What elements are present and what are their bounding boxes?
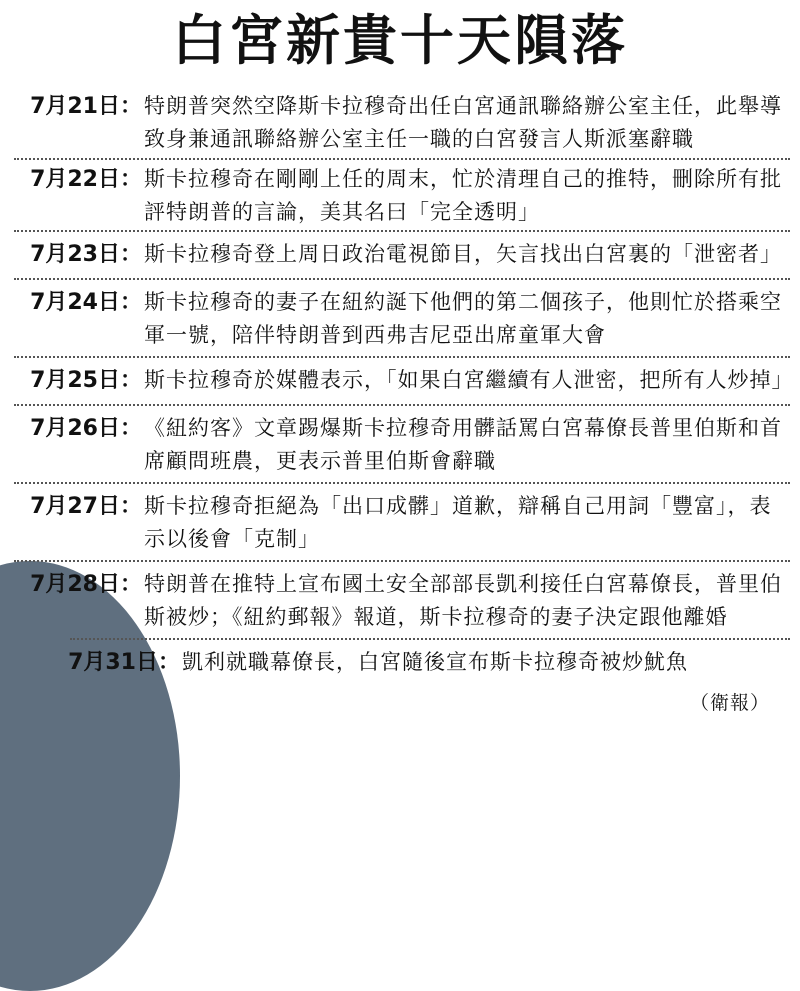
entry-text: 凱利就職幕僚長，白宮隨後宣布斯卡拉穆奇被炒魷魚: [182, 650, 688, 674]
entry-text: 斯卡拉穆奇在剛剛上任的周末，忙於清理自己的推特，刪除所有批評特朗普的言論，美其名曰「完全透明」: [144, 167, 782, 224]
divider: [14, 560, 790, 562]
entry-colon: ：: [120, 94, 143, 119]
timeline-entry: [0, 646, 800, 679]
divider: [14, 278, 790, 280]
entry-date: 7月27日: [30, 494, 120, 519]
entry-date: 7月31日: [68, 650, 158, 675]
divider: [14, 158, 790, 160]
divider: [14, 482, 790, 484]
timeline-entry: [0, 364, 800, 397]
entry-colon: ：: [120, 572, 143, 597]
entry-text: 《紐約客》文章踢爆斯卡拉穆奇用髒話罵白宮幕僚長普里伯斯和首席顧問班農，更表示普里伯斯會辭職: [144, 416, 782, 473]
entry-date: 7月25日: [30, 368, 120, 393]
entry-colon: ：: [120, 368, 143, 393]
entry-date: 7月28日: [30, 572, 120, 597]
entry-colon: ：: [120, 494, 143, 519]
entry-text: 特朗普在推特上宣布國土安全部部長凱利接任白宮幕僚長，普里伯斯被炒；《紐約郵報》報道，斯卡拉穆奇的妻子決定跟他離婚: [144, 572, 782, 629]
entry-colon: ：: [120, 290, 143, 315]
entry-date: 7月26日: [30, 416, 120, 441]
entry-date: 7月24日: [30, 290, 120, 315]
timeline-entry: [0, 238, 800, 271]
entry-colon: ：: [120, 416, 143, 441]
entry-colon: ：: [120, 167, 143, 192]
entry-text: 斯卡拉穆奇於媒體表示，「如果白宮繼續有人泄密，把所有人炒掉」: [144, 368, 794, 392]
divider: [70, 638, 790, 640]
timeline-entry: [0, 90, 800, 156]
source-credit: （衛報）: [689, 692, 770, 714]
entry-date: 7月22日: [30, 167, 120, 192]
timeline-entry: [0, 490, 800, 556]
entry-text: 斯卡拉穆奇的妻子在紐約誕下他們的第二個孩子，他則忙於搭乘空軍一號，陪伴特朗普到西弗吉尼亞出席童軍大會: [144, 290, 782, 347]
entry-date: 7月23日: [30, 242, 120, 267]
entry-text: 斯卡拉穆奇拒絕為「出口成髒」道歉，辯稱自己用詞「豐富」，表示以後會「克制」: [144, 494, 772, 551]
entry-text: 特朗普突然空降斯卡拉穆奇出任白宮通訊聯絡辦公室主任，此舉導致身兼通訊聯絡辦公室主任一職的白宮發言人斯派塞辭職: [144, 94, 782, 151]
timeline-entry: [0, 286, 800, 352]
divider: [14, 356, 790, 358]
divider: [14, 230, 790, 232]
entry-text: 斯卡拉穆奇登上周日政治電視節目，矢言找出白宮裏的「泄密者」: [144, 242, 782, 266]
entry-date: 7月21日: [30, 94, 120, 119]
timeline-entry: [0, 412, 800, 478]
timeline-entry: [0, 163, 800, 229]
entry-colon: ：: [158, 650, 181, 675]
entry-colon: ：: [120, 242, 143, 267]
page-title: 白宮新貴十天隕落: [172, 8, 628, 72]
timeline-entry: [0, 568, 800, 634]
divider: [14, 404, 790, 406]
